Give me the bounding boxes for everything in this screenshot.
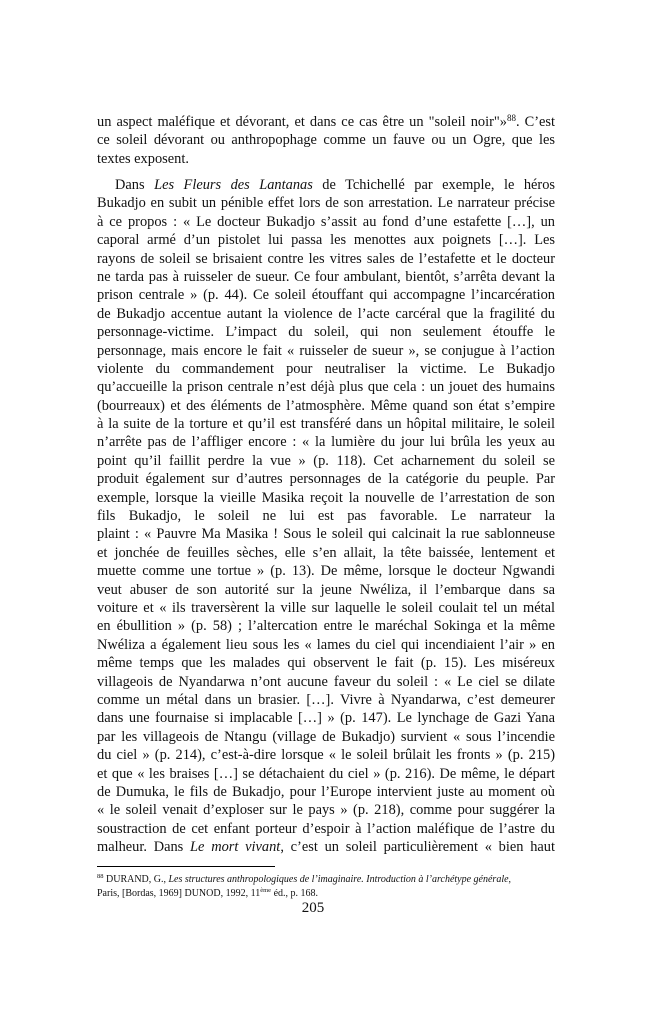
- text-run: dans une fournaise si implacable […] » (p. 147). Le lynchage de Gazi Yana: [97, 710, 555, 727]
- text-run: n’arrête pas de l’affliger encore : « la lumière du jour lui brûla les yeux au: [97, 434, 555, 451]
- text-line: [97, 397, 555, 415]
- text-line: [97, 599, 555, 617]
- text-line: [97, 250, 555, 268]
- text-run: et que « les braises […] se détachaient du ciel » (p. 216). De même, le départ: [97, 765, 555, 782]
- text-run: Paris, [Bordas, 1969] DUNOD, 1992, 11: [97, 888, 261, 899]
- footnote: [97, 873, 511, 901]
- text-line: [97, 176, 555, 194]
- text-line: [97, 673, 555, 691]
- italic-title: Les structures anthropologiques de l’imaginaire. Introduction à l’archétype générale: [168, 874, 509, 885]
- text-run: malheur. Dans: [97, 839, 191, 856]
- footnote-separator: [97, 866, 275, 867]
- superscript: 88: [506, 113, 516, 123]
- text-line: [97, 213, 555, 231]
- text-line: [97, 268, 555, 286]
- paragraph-1: [97, 113, 555, 168]
- superscript: ème: [260, 887, 272, 894]
- text-run: , c’est un soleil particulièrement « bien haut: [280, 839, 555, 856]
- text-run: . C’est: [515, 114, 555, 130]
- text-line: [97, 709, 555, 727]
- text-line: [97, 783, 555, 801]
- text-run: Nwéliza a également lieu sous les « lames du ciel qui incendiaient l’air » en: [97, 636, 555, 653]
- text-run: de Bukadjo accentue autant la violence de l’acte carcéral que la fragilité du: [97, 305, 555, 322]
- text-run: par les villageois de Ntangu (village de Bukadjo) survient « sous l’incendie: [97, 728, 555, 745]
- text-run: même temps que les malades qui observent le fait (p. 15). Les miséreux: [97, 655, 555, 672]
- text-line: [97, 378, 555, 396]
- text-line: [97, 728, 555, 746]
- text-line: [97, 691, 555, 709]
- text-run: personnage, mais encore le fait « ruisseler de sueur », se conjugue à l’action: [97, 342, 555, 359]
- text-run: à la suite de la torture et qu’il est transféré dans un hôpital militaire, le soleil: [97, 416, 555, 433]
- text-line: [97, 131, 555, 149]
- text-line: [97, 433, 555, 451]
- text-line: [97, 452, 555, 470]
- text-line: [97, 746, 555, 764]
- text-line: [97, 801, 555, 819]
- text-line: [97, 286, 555, 304]
- text-line: [97, 150, 555, 168]
- text-run: voiture et « ils traversèrent la ville sur laquelle le soleil coulait tel un métal: [97, 599, 555, 616]
- text-line: [97, 838, 555, 856]
- text-run: du ciel » (p. 214), c’est-à-dire lorsque « le soleil brûlait les fronts » (p. 215): [97, 747, 555, 764]
- text-line: [97, 113, 555, 131]
- text-run: à ce propos : « Le docteur Bukadjo s’assit au fond d’une estafette […], un: [97, 213, 555, 230]
- text-line: [97, 305, 555, 323]
- text-line: [97, 617, 555, 635]
- italic-title: Le mort vivant: [190, 839, 281, 856]
- text-line: [97, 415, 555, 433]
- text-run: veut abuser de son autorité sur la jeune Nwéliza, il l’embarque dans sa: [97, 581, 555, 598]
- text-line: [97, 654, 555, 672]
- text-run: Dans: [115, 177, 155, 193]
- text-run: prison centrale » (p. 44). Ce soleil étouffant qui accompagne l’incarcération: [97, 287, 555, 304]
- text-line: [97, 562, 555, 580]
- paragraph-2: [97, 176, 555, 856]
- text-run: qu’accueille la prison centrale n’est déjà plus que cela : un jouet des humains: [97, 379, 555, 396]
- text-line: [97, 820, 555, 838]
- text-line: [97, 194, 555, 212]
- text-line: [97, 581, 555, 599]
- text-run: ce soleil dévorant ou anthropophage comme un fauve ou un Ogre, que les: [97, 132, 555, 149]
- text-line: [97, 489, 555, 507]
- text-run: de Dumuka, le fils de Bukadjo, pour l’Europe intervient juste au moment où: [97, 783, 555, 800]
- text-run: de Tchichellé par exemple, le héros: [312, 177, 555, 193]
- text-run: en ébullition » (p. 58) ; l’altercation entre le maréchal Sokinga et la même: [97, 618, 555, 635]
- text-line: [97, 470, 555, 488]
- text-line: [97, 544, 555, 562]
- text-run: textes exposent.: [97, 150, 189, 167]
- text-run: violente du commandement pour neutraliser la victime. Le Bukadjo: [97, 360, 555, 377]
- text-run: (bourreaux) et des éléments de l’atmosphère. Même quand son état s’empire: [97, 397, 555, 414]
- text-line: [97, 525, 555, 543]
- text-line: [97, 323, 555, 341]
- text-run: personnage-victime. L’impact du soleil, qui non seulement étouffe le: [97, 324, 555, 341]
- text-line: [97, 636, 555, 654]
- text-run: DURAND, G.,: [103, 874, 169, 885]
- text-run: plaint : « Pauvre Ma Masika ! Sous le soleil qui calcinait la rue sablonneuse: [97, 526, 555, 543]
- page-number: 205: [301, 900, 325, 916]
- text-line: [97, 231, 555, 249]
- text-run: « le soleil venait d’exploser sur le pays » (p. 218), comme pour suggérer la: [97, 802, 555, 819]
- text-run: ,: [508, 874, 512, 885]
- text-run: et jonchée de feuilles sèches, elle s’en allait, la tête baissée, lentement et: [97, 544, 555, 561]
- text-run: muette comme une tortue » (p. 13). De même, lorsque le docteur Ngwandi: [97, 563, 555, 580]
- text-line: [97, 873, 511, 887]
- text-line: [97, 887, 511, 901]
- text-run: soustraction de cet enfant porteur d’espoir à l’action maléfique de l’astre du: [97, 820, 555, 837]
- italic-title: Les Fleurs des Lantanas: [154, 177, 313, 193]
- text-line: [97, 342, 555, 360]
- text-run: point qu’il faillit perdre la vue » (p. 118). Cet acharnement du soleil se: [97, 452, 555, 469]
- text-line: [97, 765, 555, 783]
- text-run: fils Bukadjo, le soleil ne lui est pas favorable. Le narrateur la: [97, 508, 555, 525]
- text-run: ne tarda pas à ruisseler de sueur. Ce four ambulant, bientôt, s’arrêta devant la: [97, 268, 555, 285]
- text-line: [97, 360, 555, 378]
- text-run: un aspect maléfique et dévorant, et dans ce cas être un "soleil noir"»: [97, 114, 507, 130]
- text-run: Bukadjo en subit un pénible effet lors de son arrestation. Le narrateur précise: [97, 195, 555, 212]
- text-run: exemple, lorsque la vieille Masika reçoit la nouvelle de l’arrestation de son: [97, 489, 555, 506]
- text-run: éd., p. 168.: [271, 888, 319, 899]
- text-run: caporal armé d’un pistolet lui passa les menottes aux poignets […]. Les: [97, 232, 555, 249]
- text-run: rayons de soleil se brisaient contre les vitres sales de l’estafette et le docteur: [97, 250, 555, 267]
- text-run: produit également sur d’autres personnages de la catégorie du peuple. Par: [97, 471, 555, 488]
- text-line: [97, 507, 555, 525]
- text-run: comme un métal dans un brasier. […]. Vivre à Nyandarwa, c’est demeurer: [97, 691, 555, 708]
- superscript: 88: [97, 873, 104, 880]
- text-run: villageois de Nyandarwa n’ont aucune faveur du soleil : « Le ciel se dilate: [97, 673, 555, 690]
